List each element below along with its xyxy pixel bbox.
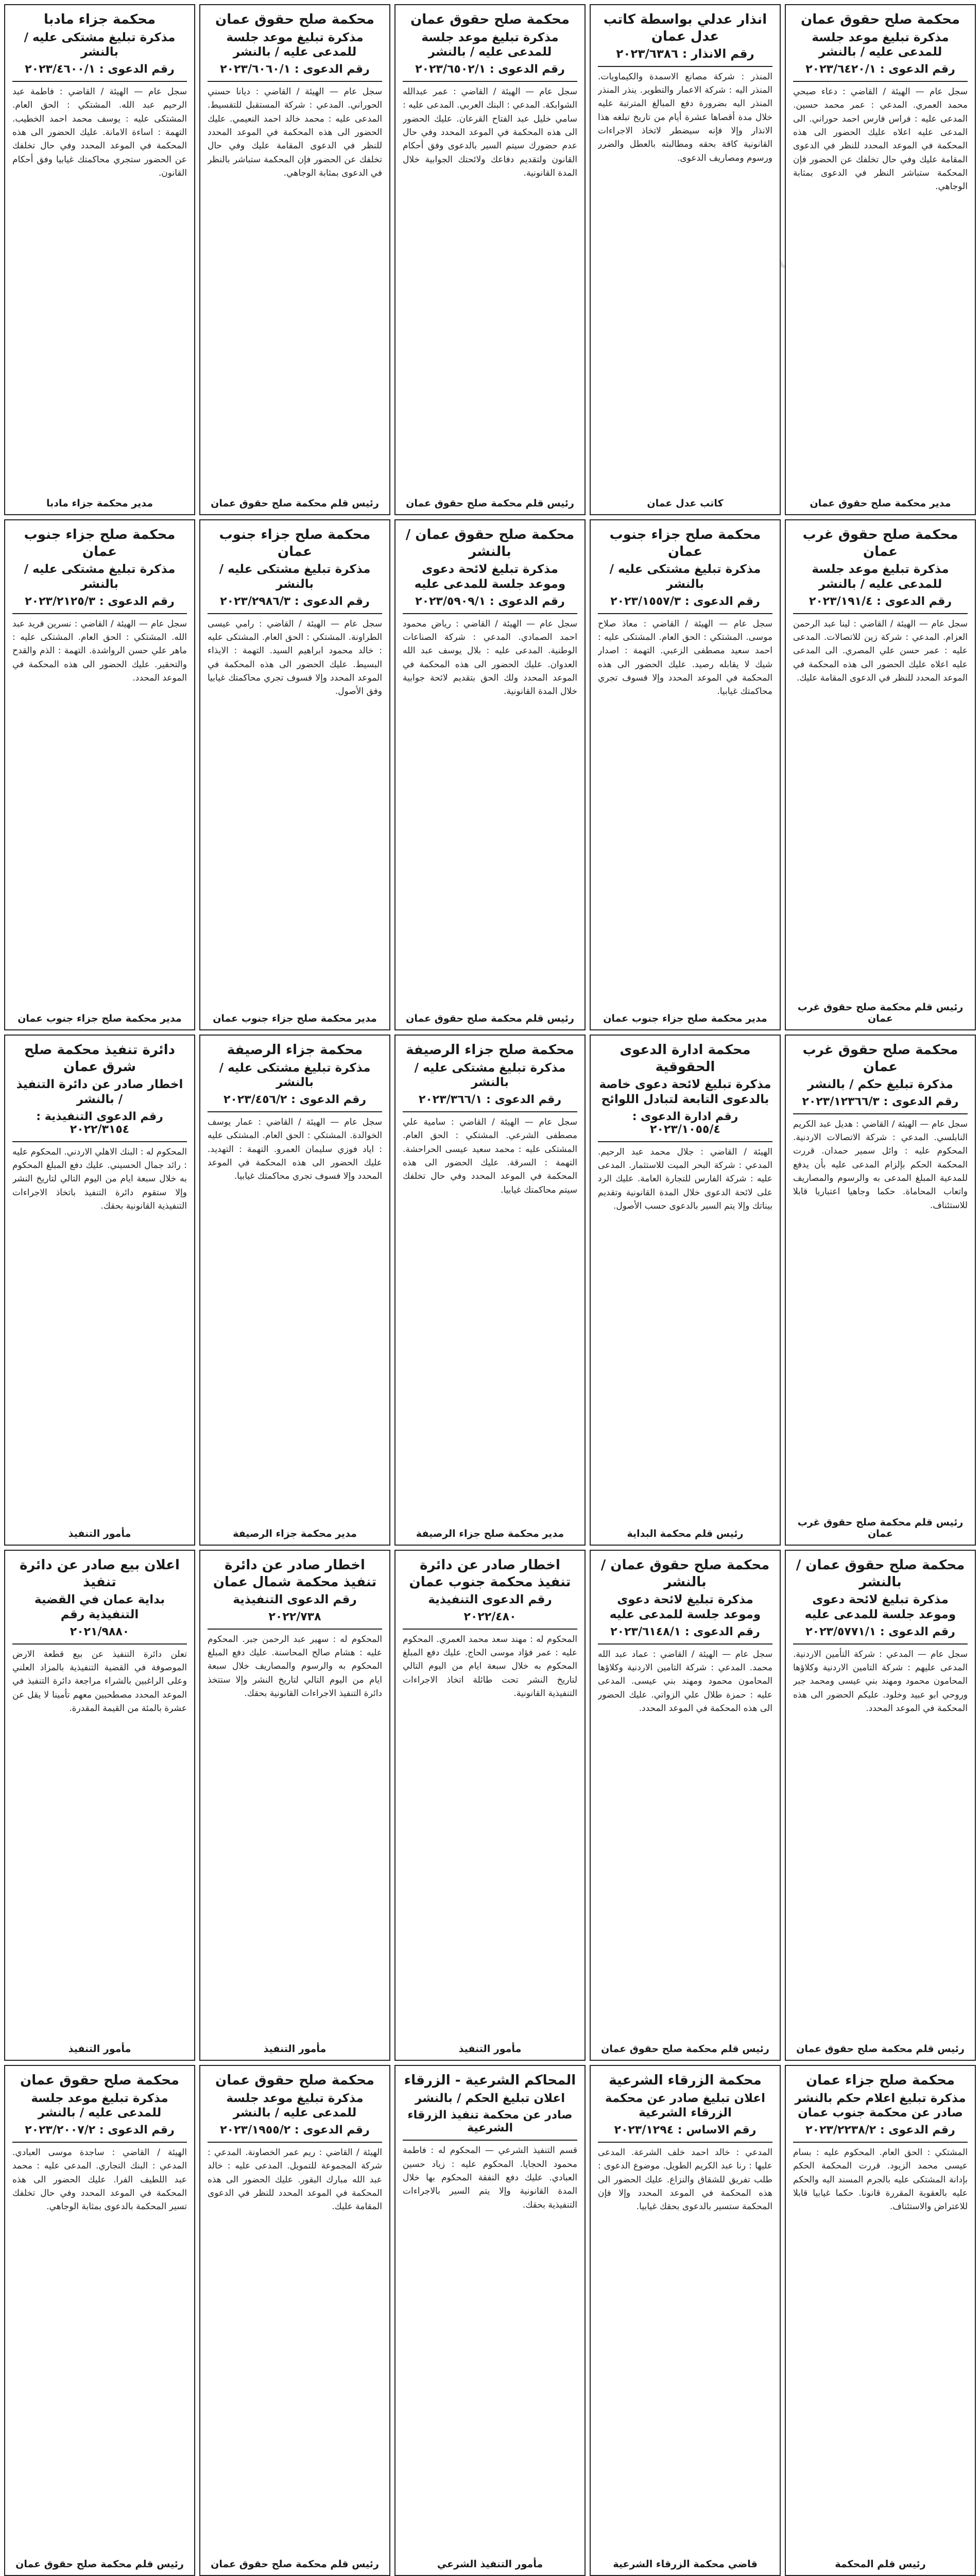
notice-body: المنذر : شركة مصانع الاسمدة والكيماويات. المنذر اليه : شركة الاعمار والتطوير. ينذر المنذر المنذر اليه بضرورة دفع المبالغ المترتبة عليه خلال مدة أقصاها عشرة أيام من تاريخ تبلغه هذا الانذار وإلا فإنه سيضطر لاتخاذ الاجراءات القانونية كافة بحقه ومطالبته بالعطل والضرر ورسوم ومصاريف الدعوى. <box>598 71 772 163</box>
notice-subtitle: مذكرة تبليغ مشتكى عليه / بالنشر <box>24 563 176 591</box>
notice-title: محكمة صلح حقوق غرب عمان <box>802 527 958 560</box>
notice-divider <box>12 81 187 82</box>
legal-notice <box>394 4 586 515</box>
notice-case-number: رقم الدعوى : ٢٠٢٣/١٩٥٥/٢ <box>220 2124 370 2137</box>
notice-title: محكمة صلح حقوق عمان / بالنشر <box>405 527 575 560</box>
notice-divider <box>403 81 577 82</box>
notice-title: محكمة صلح جزاء الرصيفة <box>406 1042 574 1058</box>
notice-subtitle: مذكرة تبليغ موعد جلسة للمدعى عليه / بالنشر <box>226 2091 364 2120</box>
notice-signature: رئيس قلم محكمة صلح حقوق غرب عمان <box>797 1517 964 1539</box>
notice-body: المحكوم له : البنك الاهلي الاردني. المحكوم عليه : رائد جمال الحسيني. عليك دفع المبلغ المحكوم به خلال سبعة ايام من اليوم التالي لتاريخ النشر وإلا ستقوم دائرة التنفيذ باتخاذ الاجراءات التنفيذية القانونية بحقك. <box>12 1146 187 1211</box>
notice-case-number: رقم الدعوى : ٢٠٢٣/٤٦٠٠/١ <box>25 63 175 76</box>
notice-subtitle: مذكرة تبليغ موعد جلسة للمدعى عليه / بالنشر <box>812 30 949 59</box>
notice-case-number: رقم الدعوى : ٢٠٢٣/٦٠٦٠/١ <box>220 63 370 76</box>
legal-notice <box>785 4 976 515</box>
notice-divider <box>793 2142 968 2143</box>
notice-title: محكمة صلح حقوق عمان <box>215 12 374 27</box>
notice-body: سجل عام — الهيئة / القاضي : معاذ صلاح موسى. المشتكي : الحق العام. المشتكى عليه : احمد سعيد مصطفى الزعبي. التهمة : اصدار شيك لا يقابله رصيد. عليك الحضور الى هذه المحكمة في الموعد المحدد وإلا فسوف تجري محاكمتك غيابيا. <box>598 618 772 697</box>
notice-subtitle: مذكرة تبليغ موعد جلسة للمدعى عليه / بالنشر <box>421 30 559 59</box>
notice-body: سجل عام — الهيئة / القاضي : لينا عبد الرحمن العزام. المدعي : شركة زين للاتصالات. المدعى عليه : عمر حسن علي المصري. الى المدعى عليه اعلاه عليك الحضور الى هذه المحكمة في الموعد المحدد للنظر في الدعوى المقامة عليك. <box>793 618 968 683</box>
notice-subtitle: رقم الانذار : ٢٠٢٣/٦٣٨٦ <box>616 47 754 61</box>
notice-case-number: رقم الدعوى : ٢٠٢٣/١٢٣٦٦/٣ <box>802 1095 959 1108</box>
notice-body: سجل عام — الهيئة / القاضي : عمر عبدالله الشوابكة. المدعي : البنك العربي. المدعى عليه : سامي خليل عبد الفتاح القرعان. عليك الحضور الى هذه المحكمة في الموعد المحدد وفي حال عدم حضورك سيتم السير بالدعوى وفق أحكام القانون ولتقديم دفاعك ولائحتك الجوابية خلال المدة القانونية. <box>403 87 577 179</box>
notice-subtitle: مذكرة تبليغ حكم / بالنشر <box>807 1078 953 1091</box>
legal-notice <box>590 519 781 1030</box>
notice-subtitle: اعلان تبليغ الحكم / بالنشر <box>415 2091 565 2105</box>
notice-divider <box>208 2142 382 2143</box>
notice-subtitle: اخطار صادر عن دائرة التنفيذ / بالنشر <box>16 1078 183 1106</box>
notice-subtitle: بداية عمان في القضية التنفيذية رقم <box>34 1593 165 1621</box>
notice-signature: مدير محكمة صلح حقوق عمان <box>810 498 951 509</box>
legal-notice <box>4 519 195 1030</box>
notice-body: المشتكي : الحق العام. المحكوم عليه : بسام عيسى محمد الزيود. قررت المحكمة الحكم بإدانة المشتكى عليه بالجرم المسند اليه والحكم عليه بالعقوبة المقررة قانونا. حكما غيابيا قابلا للاعتراض والاستئناف. <box>793 2147 968 2212</box>
notice-signature: رئيس قلم المحكمة <box>835 2558 926 2570</box>
legal-notice <box>394 2065 586 2576</box>
notice-divider <box>403 613 577 614</box>
notice-signature: مدير محكمة جزاء مادبا <box>46 498 153 509</box>
notice-case-number: رقم الدعوى : ٢٠٢٣/٦٤٢٠/١ <box>805 63 955 76</box>
notice-divider <box>403 1111 577 1112</box>
notice-title: محكمة صلح حقوق عمان <box>410 12 570 27</box>
notice-body: المحكوم له : سهير عبد الرحمن جبر. المحكوم عليه : هشام صالح المحاسنة. عليك دفع المبلغ المحكوم به والرسوم والمصاريف خلال سبعة ايام من اليوم التالي لتاريخ النشر وإلا ستتخذ دائرة التنفيذ الاجراءات القانونية بحقك. <box>208 1634 382 1699</box>
legal-notice <box>394 1035 586 1546</box>
notice-case-number: رقم الدعوى : ٢٠٢٣/٢١٢٥/٣ <box>25 595 175 608</box>
notice-divider <box>208 81 382 82</box>
legal-notice <box>199 519 390 1030</box>
notice-title: انذار عدلي بواسطة كاتب عدل عمان <box>603 12 767 44</box>
legal-notice <box>199 1035 390 1546</box>
notice-case-number: ٢٠٢٢/٧٣٨ <box>268 1610 321 1623</box>
legal-notice <box>199 1550 390 2061</box>
notice-divider <box>208 1629 382 1630</box>
notice-title: محكمة صلح حقوق غرب عمان <box>802 1042 958 1075</box>
notice-case-number: صادر عن محكمة تنفيذ الزرقاء الشرعية <box>407 2109 573 2135</box>
notice-signature: رئيس قلم محكمة صلح حقوق عمان <box>796 2043 965 2055</box>
legal-notice <box>199 4 390 515</box>
notice-divider <box>208 1111 382 1112</box>
notice-divider <box>403 1629 577 1630</box>
notice-signature: رئيس قلم محكمة صلح حقوق عمان <box>601 2043 769 2055</box>
notice-subtitle: رقم الدعوى التنفيذية <box>233 1593 357 1606</box>
notice-divider <box>12 1141 187 1142</box>
notice-title: محكمة صلح حقوق عمان <box>801 12 960 27</box>
notice-case-number: رقم الاساس : ٢٠٢٣/١٢٩٤ <box>614 2124 757 2137</box>
notice-body: سجل عام — الهيئة / القاضي : عماد عبد الله محمد. المدعي : شركة التامين الاردنية وكلاؤها المحامون محمود ومهند بني عيسى. المدعى عليه : حمزة طلال علي الزواتي. عليك الحضور الى هذه المحكمة في الموعد المحدد. <box>598 1649 772 1714</box>
notice-signature: رئيس قلم محكمة البداية <box>627 1528 744 1539</box>
notice-subtitle: مذكرة تبليغ موعد جلسة للمدعى عليه / بالنشر <box>812 563 949 591</box>
notice-subtitle: مذكرة تبليغ موعد جلسة للمدعى عليه / بالنشر <box>31 2091 168 2120</box>
notice-divider <box>12 613 187 614</box>
notice-subtitle: رقم الدعوى التنفيذية <box>428 1593 552 1606</box>
notice-divider <box>793 613 968 614</box>
legal-notice <box>4 2065 195 2576</box>
notice-title: اعلان بيع صادر عن دائرة تنفيذ <box>20 1557 180 1590</box>
legal-notice <box>785 1035 976 1546</box>
notice-case-number: رقم الدعوى : ٢٠٢٣/٥٧٧١/١ <box>805 1625 955 1638</box>
legal-notice <box>785 2065 976 2576</box>
notice-title: محكمة صلح جزاء جنوب عمان <box>609 527 761 560</box>
notice-subtitle: مذكرة تبليغ لائحة دعوى وموعد جلسة للمدعى عليه <box>804 1593 956 1621</box>
notice-signature: مأمور التنفيذ الشرعي <box>437 2558 543 2570</box>
notice-signature: مدير محكمة صلح جزاء جنوب عمان <box>213 1013 377 1024</box>
legal-notice <box>199 2065 390 2576</box>
notice-case-number: رقم الدعوى : ٢٠٢٣/١٥٥٧/٣ <box>610 595 760 608</box>
notice-title: محكمة الزرقاء الشرعية <box>609 2073 762 2088</box>
notice-body: سجل عام — الهيئة / القاضي : نسرين فريد عبد الله. المشتكي : الحق العام. المشتكى عليه : ماهر علي حسن الرواشدة. التهمة : الذم والقدح والتحقير. عليك الحضور الى هذه المحكمة في الموعد المحدد. <box>12 618 187 683</box>
notice-case-number: رقم الدعوى التنفيذية : ٢٠٢٢/٣١٥٤ <box>36 1110 163 1136</box>
notice-signature: رئيس قلم محكمة صلح حقوق عمان <box>211 498 379 509</box>
notice-divider <box>12 1643 187 1645</box>
notice-case-number: رقم الدعوى : ٢٠٢٣/٦٥٠٢/١ <box>415 63 565 76</box>
legal-notice <box>785 1550 976 2061</box>
notice-divider <box>208 613 382 614</box>
legal-notice <box>590 1550 781 2061</box>
notice-case-number: رقم الدعوى : ٢٠٢٣/٢٢٣٨/٢ <box>805 2124 955 2137</box>
notices-grid <box>4 4 976 2576</box>
notice-title: محكمة ادارة الدعوى الحقوقية <box>620 1042 751 1075</box>
notice-body: الهيئة / القاضي : ساجدة موسى العبادي. المدعي : البنك التجاري. المدعى عليه : محمد عبد اللطيف الفرا. عليك الحضور الى هذه المحكمة في الموعد المحدد وفي حال تخلفك تسير المحكمة بالدعوى بمثابة الوجاهي. <box>12 2147 187 2212</box>
notice-body: المدعي : خالد احمد خلف الشرعة. المدعى عليها : رنا عبد الكريم الطويل. موضوع الدعوى : طلب تفريق للشقاق والنزاع. عليك الحضور الى هذه المحكمة في الموعد المحدد وإلا فإن المحكمة ستسير بالدعوى بحقك غيابيا. <box>598 2147 772 2212</box>
notice-title: محكمة صلح حقوق عمان / بالنشر <box>796 1557 965 1590</box>
notice-case-number: رقم الدعوى : ٢٠٢٣/٢٠٠٧/٢ <box>25 2124 175 2137</box>
notice-signature: مدير محكمة صلح جزاء جنوب عمان <box>18 1013 182 1024</box>
legal-notice <box>4 1035 195 1546</box>
notice-divider <box>12 2142 187 2143</box>
legal-notice <box>590 1035 781 1546</box>
notice-subtitle: مذكرة تبليغ مشتكى عليه / بالنشر <box>24 30 176 59</box>
notice-subtitle: مذكرة تبليغ مشتكى عليه / بالنشر <box>219 563 371 591</box>
notice-body: تعلن دائرة التنفيذ عن بيع قطعة الارض الموصوفة في القضية التنفيذية بالمزاد العلني وعلى الراغبين بالشراء مراجعة دائرة التنفيذ في الموعد المحدد مصطحبين معهم تأمينا لا يقل عن عشرة بالمئة من القيمة المقدرة. <box>12 1649 187 1714</box>
notice-case-number: ٢٠٢١/٩٨٨٠ <box>70 1625 130 1638</box>
notice-body: سجل عام — الهيئة / القاضي : عمار يوسف الخوالدة. المشتكي : الحق العام. المشتكى عليه : اياد فوزي سليمان العمرو. التهمة : التهديد. عليك الحضور الى هذه المحكمة في الموعد المحدد وإلا فسوف تجري محاكمتك غيابيا. <box>208 1117 382 1182</box>
legal-notice <box>4 1550 195 2061</box>
notice-subtitle: مذكرة تبليغ مشتكى عليه / بالنشر <box>414 1061 566 1090</box>
notice-case-number: رقم الدعوى : ٢٠٢٣/٦١٤٨/١ <box>610 1625 760 1638</box>
notice-title: المحاكم الشرعية - الزرقاء <box>404 2073 576 2088</box>
notice-signature: رئيس قلم محكمة صلح حقوق غرب عمان <box>797 1002 964 1024</box>
notice-title: محكمة صلح جزاء جنوب عمان <box>24 527 176 560</box>
notice-body: سجل عام — المدعي : شركة التأمين الاردنية. المدعى عليهم : شركة التامين الاردنية وكلاؤها المحامون محمود ومهند بني عيسى ومحمد جبر وروحي ابو عبيد وخلود. عليكم الحضور الى هذه المحكمة في الموعد المحدد. <box>793 1649 968 1714</box>
notice-body: سجل عام — الهيئة / القاضي : ديانا حسني الحوراني. المدعي : شركة المستقبل للتقسيط. المدعى عليه : محمد خالد احمد النعيمي. عليك الحضور الى هذه المحكمة في الموعد المحدد للنظر في الدعوى المقامة عليك وفي حال تخلفك عن الحضور فإن المحكمة ستباشر بالنظر في الدعوى بمثابة الوجاهي. <box>208 87 382 179</box>
notice-title: اخطار صادر عن دائرة تنفيذ محكمة جنوب عمان <box>409 1557 571 1590</box>
notice-body: سجل عام — الهيئة / القاضي : سامية علي مصطفى الشرعي. المشتكي : الحق العام. المشتكى عليه : محمد سعيد عيسى الحراحشة. التهمة : السرقة. عليك الحضور الى هذه المحكمة في الموعد المحدد وفي حال تخلفك سيتم محاكمتك غيابيا. <box>403 1117 577 1195</box>
legal-notice <box>394 1550 586 2061</box>
notice-case-number: رقم الدعوى : ٢٠٢٣/٣٦٦/١ <box>418 1093 562 1106</box>
notice-body: الهيئة / القاضي : ريم عمر الخصاونة. المدعي : شركة المجموعة للتمويل. المدعى عليه : خالد عبد الله مبارك البقور. عليك الحضور الى هذه المحكمة في الموعد المحدد للنظر في الدعوى المقامة عليك. <box>208 2147 382 2212</box>
notice-signature: قاضي محكمة الزرقاء الشرعية <box>613 2558 758 2570</box>
notice-subtitle: مذكرة تبليغ اعلام حكم بالنشر صادر عن محكمة جنوب عمان <box>795 2091 966 2120</box>
notice-title: محكمة صلح حقوق عمان <box>215 2073 374 2088</box>
notice-subtitle: اعلان تبليغ صادر عن محكمة الزرقاء الشرعية <box>605 2091 766 2120</box>
notice-subtitle: مذكرة تبليغ لائحة دعوى خاصة بالدعوى التابعة لتبادل اللوائح <box>599 1078 771 1106</box>
legal-notice <box>590 2065 781 2576</box>
notice-signature: كاتب عدل عمان <box>647 498 724 509</box>
notice-signature: مدير محكمة صلح جزاء جنوب عمان <box>603 1013 767 1024</box>
notice-title: محكمة صلح جزاء جنوب عمان <box>219 527 371 560</box>
legal-notice <box>394 519 586 1030</box>
notice-signature: مأمور التنفيذ <box>458 2043 522 2055</box>
notice-divider <box>598 1643 772 1645</box>
notice-title: محكمة صلح جزاء عمان <box>805 2073 955 2088</box>
notice-case-number: رقم ادارة الدعوى : ٢٠٢٣/١٠٥٥/٤ <box>632 1110 738 1136</box>
notice-divider <box>598 1141 772 1142</box>
notice-subtitle: مذكرة تبليغ لائحة دعوى وموعد جلسة للمدعى عليه <box>414 563 566 591</box>
notice-divider <box>598 66 772 67</box>
notice-signature: مأمور التنفيذ <box>68 2043 131 2055</box>
notice-title: دائرة تنفيذ محكمة صلح شرق عمان <box>24 1042 176 1075</box>
legal-notice <box>785 519 976 1030</box>
notice-divider <box>598 2142 772 2143</box>
notice-signature: مأمور التنفيذ <box>263 2043 326 2055</box>
notice-subtitle: مذكرة تبليغ موعد جلسة للمدعى عليه / بالنشر <box>226 30 364 59</box>
notice-case-number: ٢٠٢٢/٤٨٠ <box>463 1610 517 1623</box>
notice-body: سجل عام — الهيئة / القاضي : فاطمة عبد الرحيم عبد الله. المشتكي : الحق العام. المشتكى عليه : يوسف محمد احمد الخطيب. التهمة : اساءة الامانة. عليك الحضور الى هذه المحكمة في الموعد المحدد وفي حال تخلفك عن الحضور ستجري محاكمتك غيابيا وفق أحكام القانون. <box>12 87 187 179</box>
notice-case-number: رقم الدعوى : ٢٠٢٣/٥٩٠٩/١ <box>415 595 565 608</box>
notice-title: اخطار صادر عن دائرة تنفيذ محكمة شمال عمان <box>213 1557 377 1590</box>
notice-title: محكمة جزاء الرصيفة <box>227 1042 363 1058</box>
notice-signature: مدير محكمة صلح جزاء الرصيفة <box>416 1528 564 1539</box>
notice-body: سجل عام — الهيئة / القاضي : رياض محمود احمد الصمادي. المدعي : شركة الصناعات الوطنية. المدعى عليه : بلال يوسف عبد الله العدوان. عليك الحضور الى هذه المحكمة في الموعد المحدد ولك الحق بتقديم لائحة جوابية خلال المدة القانونية. <box>403 618 577 697</box>
notice-subtitle: مذكرة تبليغ مشتكى عليه / بالنشر <box>609 563 761 591</box>
notice-signature: رئيس قلم محكمة صلح حقوق عمان <box>15 2558 184 2570</box>
notice-divider <box>403 2140 577 2141</box>
notice-title: محكمة جزاء مادبا <box>43 12 156 27</box>
notice-title: محكمة صلح حقوق عمان / بالنشر <box>600 1557 770 1590</box>
notice-body: سجل عام — الهيئة / القاضي : هديل عبد الكريم النابلسي. المدعي : شركة الاتصالات الاردنية. المحكوم عليه : وائل سمير حمدان. قررت المحكمة الحكم بإلزام المدعى عليه بأن يدفع للمدعية المبلغ المدعى به والرسوم والمصاريف واتعاب المحاماة. حكما وجاهيا اعتباريا قابلا للاستئناف. <box>793 1118 968 1211</box>
notice-body: المحكوم له : مهند سعد محمد العمري. المحكوم عليه : عمر فؤاد موسى الحاج. عليك دفع المبلغ المحكوم به خلال سبعة ايام من اليوم التالي لتاريخ النشر تحت طائلة اتخاذ الاجراءات التنفيذية القانونية. <box>403 1634 577 1699</box>
notice-case-number: رقم الدعوى : ٢٠٢٣/٢٩٨٦/٣ <box>220 595 370 608</box>
notice-divider <box>598 613 772 614</box>
notice-body: سجل عام — الهيئة / القاضي : رامي عيسى الطراونة. المشتكي : الحق العام. المشتكى عليه : خالد محمود ابراهيم السيد. التهمة : الايذاء البسيط. عليك الحضور الى هذه المحكمة في الموعد المحدد وإلا فسوف تجري محاكمتك غيابيا وفق الأصول. <box>208 618 382 697</box>
legal-notice <box>4 4 195 515</box>
notice-signature: مدير محكمة جزاء الرصيفة <box>233 1528 357 1539</box>
notice-subtitle: مذكرة تبليغ مشتكى عليه / بالنشر <box>219 1061 371 1090</box>
notice-body: الهيئة / القاضي : جلال محمد عبد الرحيم. المدعي : شركة البحر الميت للاستثمار. المدعى عليه : شركة الفارس للتجارة العامة. عليك الرد على لائحة الدعوى خلال المدة القانونية وتقديم بيناتك وإلا يتم السير بالدعوى حسب الأصول. <box>598 1146 772 1211</box>
notice-title: محكمة صلح حقوق عمان <box>20 2073 179 2088</box>
notice-subtitle: مذكرة تبليغ لائحة دعوى وموعد جلسة للمدعى عليه <box>609 1593 761 1621</box>
notice-signature: رئيس قلم محكمة صلح حقوق عمان <box>406 1013 574 1024</box>
notice-divider <box>793 1643 968 1645</box>
notice-divider <box>793 81 968 82</box>
notice-signature: مأمور التنفيذ <box>68 1528 131 1539</box>
notice-case-number: رقم الدعوى : ٢٠٢٣/١٩١/٤ <box>809 595 952 608</box>
notice-body: قسم التنفيذ الشرعي — المحكوم له : فاطمة محمود الحجايا. المحكوم عليه : زياد حسين العبادي. عليك دفع النفقة المحكوم بها خلال المدة القانونية وإلا يتم السير بالاجراءات التنفيذية بحقك. <box>403 2145 577 2210</box>
notice-signature: رئيس قلم محكمة صلح حقوق عمان <box>211 2558 379 2570</box>
notice-body: سجل عام — الهيئة / القاضي : دعاء صبحي محمد العمري. المدعي : عمر محمد حسين. المدعى عليه : فراس فارس احمد حوراني. الى المدعى عليه اعلاه عليك الحضور الى هذه المحكمة في الموعد المحدد للنظر في الدعوى المقامة عليك وفي حال تخلفك عن الحضور فإن المحكمة ستباشر النظر في الدعوى بمثابة الوجاهي. <box>793 87 968 192</box>
notice-divider <box>793 1113 968 1114</box>
notice-signature: رئيس قلم محكمة صلح حقوق عمان <box>406 498 574 509</box>
legal-notice <box>590 4 781 515</box>
notice-case-number: رقم الدعوى : ٢٠٢٣/٤٥٦/٢ <box>223 1093 367 1106</box>
